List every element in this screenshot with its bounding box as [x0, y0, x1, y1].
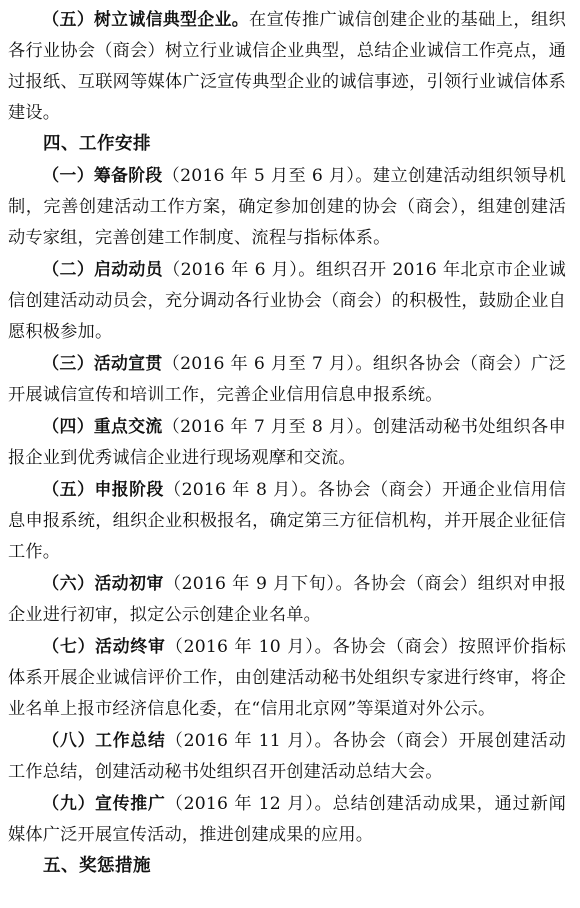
- item-label: （九）宣传推广: [42, 793, 166, 813]
- item-text: （2016 年 8 月）。各协会（商会）开通企业信用信息申报系统，组织企业积极报名，确定第三方征信机构，并开展企业征信工作。: [8, 480, 566, 562]
- item-label: （五）申报阶段: [42, 479, 164, 499]
- item-campaign-promotion: [8, 348, 566, 411]
- item-label: （八）工作总结: [42, 730, 166, 750]
- item-key-exchange: [8, 411, 566, 474]
- item-text: （2016 年 5 月至 6 月）。建立创建活动组织领导机制，完善创建活动工作方案，确定参加创建的协会（商会），组建创建活动专家组，完善创建工作制度、流程与指标体系。: [8, 166, 566, 248]
- item-text: （2016 年 12 月）。总结创建活动成果，通过新闻媒体广泛开展宣传活动，推进创建成果的应用。: [8, 794, 566, 845]
- item-text: （2016 年 11 月）。各协会（商会）开展创建活动工作总结，创建活动秘书处组织召开创建活动总结大会。: [8, 731, 566, 782]
- item-work-summary: [8, 725, 566, 788]
- item-label: （七）活动终审: [42, 636, 166, 656]
- item-preparation-stage: [8, 160, 566, 254]
- item-label: （三）活动宣贯: [42, 353, 163, 373]
- item-launch-mobilization: [8, 254, 566, 348]
- item-final-review: [8, 631, 566, 725]
- item-text: （2016 年 7 月至 8 月）。创建活动秘书处组织各申报企业到优秀诚信企业进行现场观摩和交流。: [8, 417, 566, 468]
- item-label: （二）启动动员: [42, 259, 163, 279]
- paragraph-text: 在宣传推广诚信创建企业的基础上，组织各行业协会（商会）树立行业诚信企业典型，总结企业诚信工作亮点，通过报纸、互联网等媒体广泛宣传典型企业的诚信事迹，引领行业诚信体系建设。: [8, 10, 566, 123]
- item-text: （2016 年 9 月下旬）。各协会（商会）组织对申报企业进行初审，拟定公示创建企业名单。: [8, 574, 566, 625]
- item-label: （六）活动初审: [42, 573, 164, 593]
- section-heading-work-arrangement: 四、工作安排: [43, 134, 151, 154]
- item-label: （一）筹备阶段: [42, 165, 163, 185]
- item-preliminary-review: [8, 568, 566, 631]
- item-text: （2016 年 6 月）。组织召开 2016 年北京市企业诚信创建活动动员会，充分调动各行业协会（商会）的积极性，鼓励企业自愿积极参加。: [8, 260, 567, 342]
- paragraph-label: （五）树立诚信典型企业。: [42, 9, 249, 29]
- paragraph-establish-credit-models: [8, 4, 566, 129]
- item-label: （四）重点交流: [42, 416, 163, 436]
- item-text: （2016 年 10 月）。各协会（商会）按照评价指标体系开展企业诚信评价工作，由创建活动秘书处组织专家进行终审，将企业名单上报市经济信息化委，在“信用北京网”等渠道对外公示。: [8, 637, 566, 719]
- section-heading-rewards-penalties: 五、奖惩措施: [43, 856, 151, 876]
- item-publicity-promotion: [8, 788, 566, 851]
- item-application-stage: [8, 474, 566, 568]
- item-text: （2016 年 6 月至 7 月）。组织各协会（商会）广泛开展诚信宣传和培训工作，完善企业信用信息申报系统。: [8, 354, 566, 405]
